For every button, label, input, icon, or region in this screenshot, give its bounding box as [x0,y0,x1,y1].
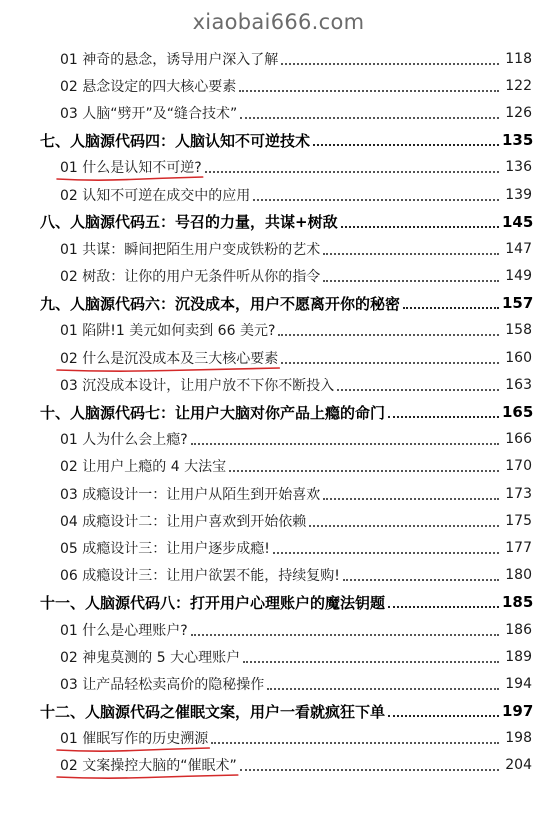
dot-leader [323,253,499,255]
page-number: 177 [505,539,532,556]
entry-title: 03 成瘾设计一：让用户从陌生到开始喜欢 [60,486,321,503]
toc-chapter-row[interactable] [0,127,557,154]
entry-title: 02 树敌：让你的用户无条件听从你的指令 [60,269,321,286]
page-number: 186 [505,621,532,638]
page-number: 122 [505,77,532,94]
entry-title: 03 人脑“劈开”及“缝合技术” [60,105,238,122]
entry-title: 06 成瘾设计三：让用户欲罢不能，持续复购! [60,568,340,585]
entry-title: 03 让产品轻松卖高价的隐秘操作 [60,676,265,693]
entry-title: 02 什么是沉没成本及三大核心要素 [60,348,278,368]
page-number: 173 [505,485,532,502]
dot-leader [239,90,499,92]
entry-title: 02 认知不可逆在成交中的应用 [60,187,251,204]
page-number: 163 [505,376,532,393]
page-number: 160 [505,349,532,366]
entry-title: 02 让用户上瘾的 4 大法宝 [60,459,227,476]
page-number: 158 [505,322,532,339]
page-number: 139 [505,186,532,203]
dot-leader [403,307,499,309]
entry-title: 02 神鬼莫测的 5 大心理账户 [60,649,241,666]
dot-leader [388,715,499,717]
entry-title: 05 成瘾设计三：让用户逐步成瘾! [60,540,270,557]
dot-leader [240,117,499,119]
page-number: 194 [505,675,532,692]
toc-entry-row[interactable] [0,181,557,208]
toc-chapter-row[interactable] [0,290,557,317]
toc-entry-row[interactable] [0,480,557,507]
page-number: 135 [502,131,534,150]
dot-leader [278,334,499,336]
entry-title: 04 成瘾设计二：让用户喜欢到开始依赖 [60,513,307,530]
dot-leader [323,498,499,500]
toc-entry-row[interactable] [0,643,557,670]
entry-title: 01 神奇的悬念，诱导用户深入了解 [60,51,279,68]
page-number: 145 [502,212,534,231]
toc-chapter-row[interactable] [0,208,557,235]
page-number: 136 [505,159,532,176]
page-number: 198 [505,730,532,747]
toc-entry-row[interactable] [0,371,557,398]
page-number: 189 [505,648,532,665]
dot-leader [211,742,499,744]
dot-leader [309,525,499,527]
chapter-title: 八、人脑源代码五：号召的力量，共谋+树敌 [40,213,338,232]
dot-leader [388,416,499,418]
dot-leader [191,443,499,445]
page-number: 118 [505,50,532,67]
dot-leader [243,661,499,663]
toc-entry-row[interactable] [0,616,557,643]
toc-entry-row[interactable] [0,263,557,290]
page-number: 149 [505,268,532,285]
toc-entry-row[interactable] [0,154,557,181]
toc-entry-row[interactable] [0,670,557,697]
dot-leader [191,634,499,636]
dot-leader [388,606,499,608]
page-number: 204 [505,757,532,774]
page-number: 147 [505,240,532,257]
dot-leader [281,63,499,65]
entry-title: 01 什么是认知不可逆? [60,157,202,177]
page-number: 157 [502,294,534,313]
toc-entry-row[interactable] [0,72,557,99]
page-number: 185 [502,593,534,612]
dot-leader [323,280,499,282]
toc-entry-row[interactable] [0,752,557,779]
toc-entry-row[interactable] [0,507,557,534]
dot-leader [240,769,499,771]
entry-title: 01 陷阱!1 美元如何卖到 66 美元? [60,323,276,340]
dot-leader [281,362,499,364]
toc-entry-row[interactable] [0,45,557,72]
dot-leader [273,552,499,554]
toc-chapter-row[interactable] [0,589,557,616]
toc-chapter-row[interactable] [0,398,557,425]
toc-entry-row[interactable] [0,562,557,589]
dot-leader [343,579,499,581]
chapter-title: 九、人脑源代码六：沉没成本，用户不愿离开你的秘密 [40,294,401,313]
page-number: 180 [505,567,532,584]
page-number: 175 [505,512,532,529]
toc-entry-row[interactable] [0,344,557,371]
toc-entry-row[interactable] [0,99,557,126]
dot-leader [205,171,499,173]
entry-title: 02 文案操控大脑的“催眠术” [60,755,237,775]
page-number: 166 [505,431,532,448]
toc-entry-row[interactable] [0,426,557,453]
dot-leader [341,226,499,228]
page-number: 165 [502,403,534,422]
dot-leader [267,688,499,690]
toc-entry-row[interactable] [0,235,557,262]
dot-leader [313,144,499,146]
red-underline-annotation [56,772,239,780]
toc-entry-row[interactable] [0,317,557,344]
chapter-title: 十一、人脑源代码八：打开用户心理账户的魔法钥题 [40,593,386,612]
toc-entry-row[interactable] [0,534,557,561]
dot-leader [229,470,499,472]
entry-title: 02 悬念设定的四大核心要素 [60,78,237,95]
watermark: xiaobai666.com [192,10,365,34]
table-of-contents [0,45,557,779]
dot-leader [337,389,499,391]
page-number: 126 [505,104,532,121]
entry-title: 01 催眠写作的历史溯源 [60,728,208,748]
dot-leader [253,199,499,201]
chapter-title: 七、人脑源代码四：人脑认知不可逆技术 [40,131,311,150]
entry-title: 01 什么是心理账户? [60,622,188,639]
entry-title: 01 共谋：瞬间把陌生用户变成铁粉的艺术 [60,241,321,258]
chapter-title: 十、人脑源代码七：让用户大脑对你产品上瘾的命门 [40,403,386,422]
toc-entry-row[interactable] [0,453,557,480]
page-number: 197 [502,702,534,721]
page-number: 170 [505,458,532,475]
toc-chapter-row[interactable] [0,698,557,725]
entry-title: 03 沉没成本设计，让用户放不下你不断投入 [60,377,335,394]
toc-entry-row[interactable] [0,725,557,752]
entry-title: 01 人为什么会上瘾? [60,432,188,449]
chapter-title: 十二、人脑源代码之催眠文案，用户一看就疯狂下单 [40,702,386,721]
